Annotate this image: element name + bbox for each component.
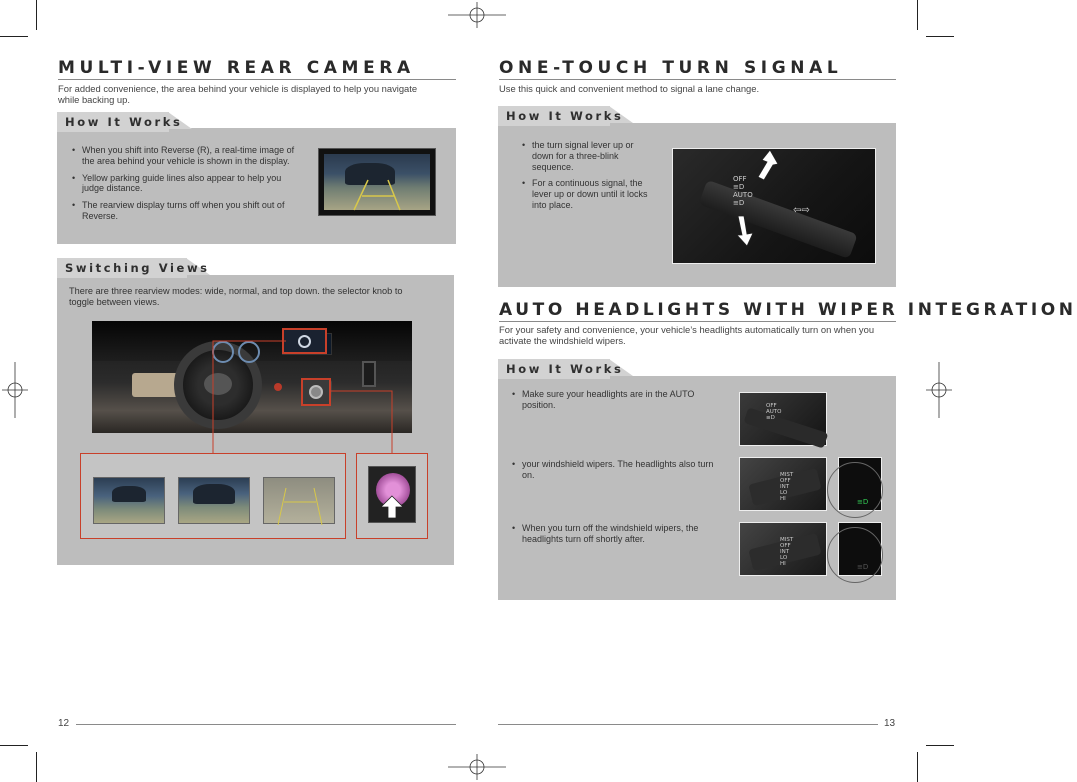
list-item: • The rearview display turns off when you shift out of Reverse.: [72, 200, 304, 222]
knob-push-arrow: [381, 496, 403, 518]
turn-signal-how-title: How It Works: [506, 109, 624, 123]
wiper-lever-on-image: MIST OFF INT LO HI: [739, 457, 827, 511]
title-rule: [499, 321, 896, 322]
turn-signal-lever-image: OFF ≡D AUTO ≡D ⇦⇨: [672, 148, 876, 264]
auto-headlights-bullet-3: [512, 523, 732, 551]
headlight-switch-image: OFF AUTO ≡D: [739, 392, 827, 446]
auto-headlights-intro: For your safety and convenience, your vehicle’s headlights automatically turn on when you activate the windshield wipers.: [499, 324, 875, 346]
turn-signal-bullets: [522, 140, 648, 217]
list-item: • When you turn off the windshield wipers, the headlights turn off shortly after.: [512, 523, 732, 545]
headlight-indicator-off-gauge: ≡D: [838, 522, 882, 576]
rear-camera-intro: For added convenience, the area behind your vehicle is displayed to help you navigate while backing up.: [58, 83, 418, 105]
wide-view-thumbnail: [93, 477, 165, 524]
auto-headlights-bullet-1: [512, 389, 724, 417]
list-item: • For a continuous signal, the lever up or down until it locks into place.: [522, 178, 648, 210]
lever-down-arrow: [735, 216, 757, 246]
list-item: • When you shift into Reverse (R), a real-time image of the area behind your vehicle is shown in the display.: [72, 145, 304, 167]
page-number-right: 13: [884, 718, 896, 729]
how-it-works-title: How It Works: [65, 115, 183, 129]
footer-rule: [76, 724, 456, 725]
switching-views-title: Switching Views: [65, 261, 210, 275]
footer-rule: [498, 724, 878, 725]
page-title-rear-camera: MULTI-VIEW REAR CAMERA: [58, 58, 415, 78]
normal-view-thumbnail: [178, 477, 250, 524]
auto-headlights-bullet-2: [512, 459, 724, 487]
wiper-lever-off-image: MIST OFF INT LO HI: [739, 522, 827, 576]
switching-views-text: There are three rearview modes: wide, normal, and top down. the selector knob to toggle between views.: [69, 286, 403, 307]
page-title-auto-headlights: AUTO HEADLIGHTS WITH WIPER INTEGRATION: [499, 300, 1077, 320]
top-down-view-thumbnail: [263, 477, 335, 524]
list-item: • your windshield wipers. The headlights also turn on.: [512, 459, 724, 481]
auto-headlights-how-title: How It Works: [506, 362, 624, 376]
title-rule: [499, 79, 896, 80]
list-item: • the turn signal lever up or down for a three-blink sequence.: [522, 140, 648, 172]
turn-signal-intro: Use this quick and convenient method to signal a lane change.: [499, 83, 760, 94]
list-item: • Make sure your headlights are in the AUTO position.: [512, 389, 724, 411]
list-item: • Yellow parking guide lines also appear to help you judge distance.: [72, 173, 304, 195]
lever-up-arrow: [752, 150, 778, 180]
headlight-indicator-on-gauge: ≡D: [838, 457, 882, 511]
page-title-turn-signal: ONE-TOUCH TURN SIGNAL: [499, 58, 843, 78]
page-number-left: 12: [58, 718, 70, 729]
